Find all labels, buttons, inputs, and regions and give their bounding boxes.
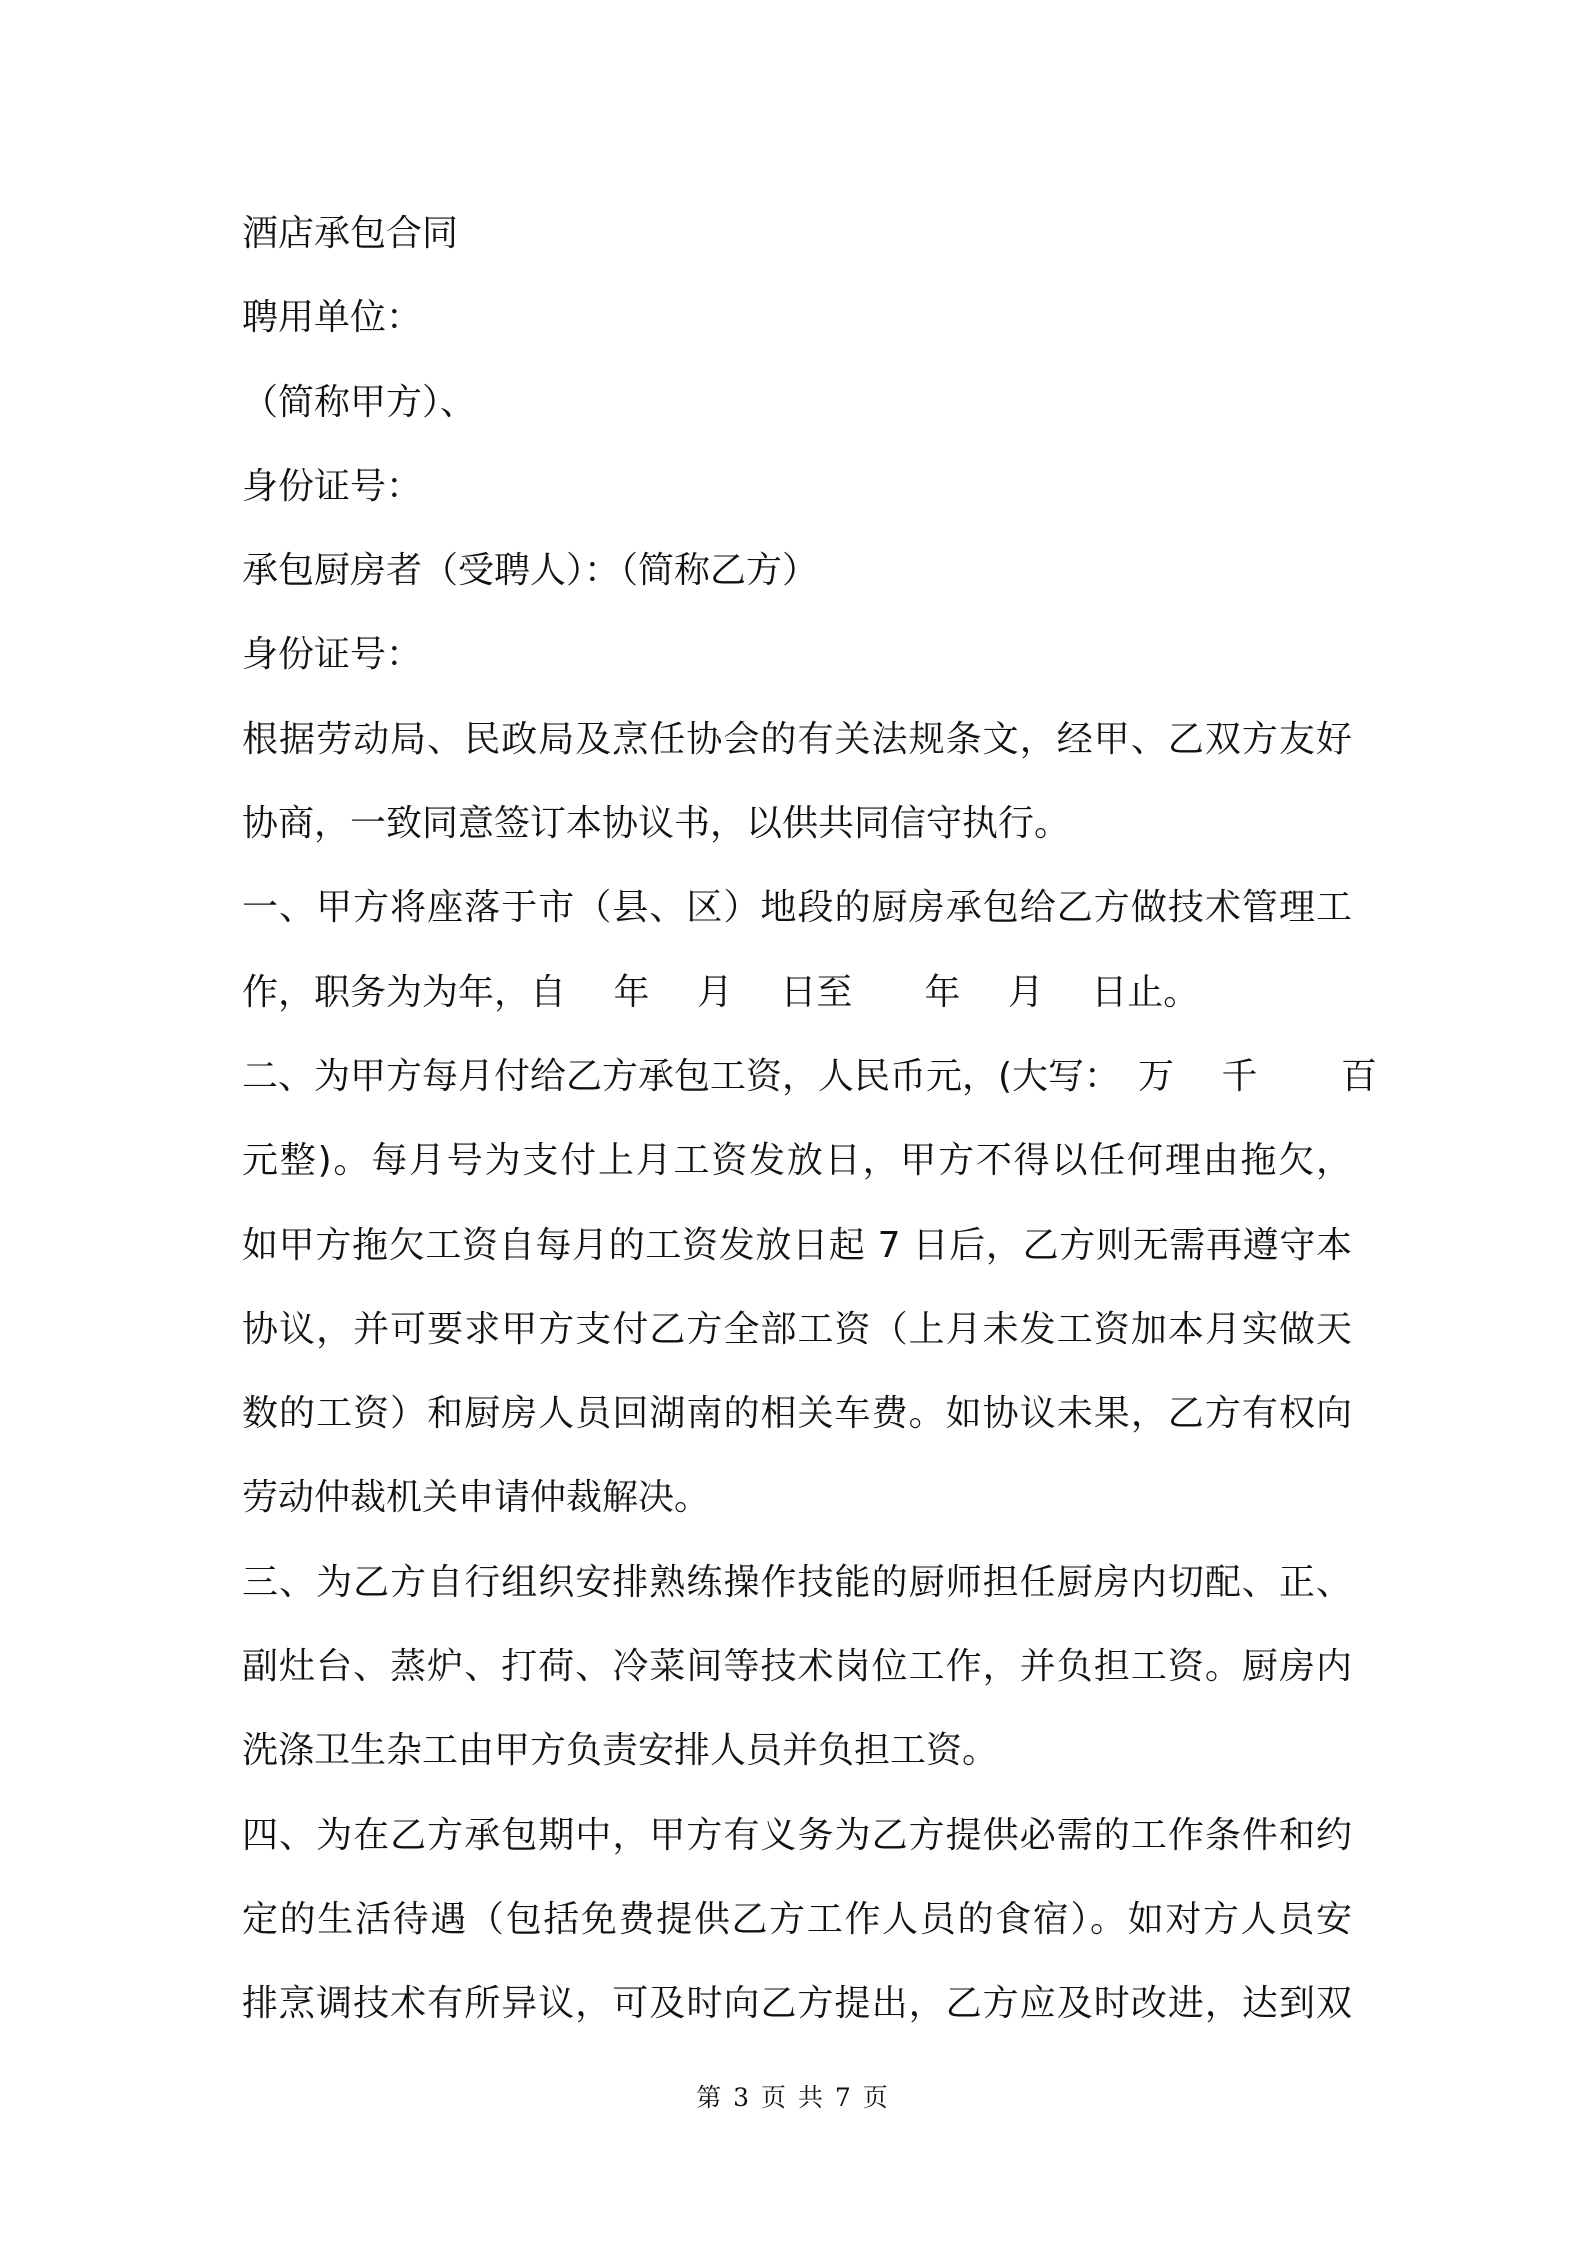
clause-2-line: 协议，并可要求甲方支付乙方全部工资（上月未发工资加本月实做天 xyxy=(242,1308,1352,1350)
employer-field-label: 聘用单位： xyxy=(242,297,423,339)
clause-2-line: 二、为甲方每月付给乙方承包工资，人民币元，(大写： 万 千 百 xyxy=(242,1055,1377,1097)
id-number-label-party-b: 身份证号： xyxy=(242,634,423,676)
clause-4-line: 四、为在乙方承包期中，甲方有义务为乙方提供必需的工作条件和约 xyxy=(242,1814,1352,1856)
clause-1-line: 作，职务为为年，自 年 月 日至 年 月 日止。 xyxy=(242,971,1200,1013)
clause-3-line: 副灶台、蒸炉、打荷、冷菜间等技术岗位工作，并负担工资。厨房内 xyxy=(242,1646,1352,1688)
text-line: 协商，一致同意签订本协议书，以供共同信守执行。 xyxy=(242,803,1071,845)
clause-3-line: 洗涤卫生杂工由甲方负责安排人员并负担工资。 xyxy=(242,1730,999,1772)
clause-2-line: 如甲方拖欠工资自每月的工资发放日起 7 日后，乙方则无需再遵守本 xyxy=(242,1224,1352,1266)
clause-2-line: 数的工资）和厨房人员回湖南的相关车费。如协议未果，乙方有权向 xyxy=(242,1393,1352,1435)
contractor-field-label: 承包厨房者（受聘人）：（简称乙方） xyxy=(242,550,819,592)
clause-3-line: 三、为乙方自行组织安排熟练操作技能的厨师担任厨房内切配、正、 xyxy=(242,1561,1352,1603)
document-body xyxy=(242,192,1377,2047)
clause-4-line: 排烹调技术有所异议，可及时向乙方提出，乙方应及时改进，达到双 xyxy=(242,1983,1352,2025)
clause-2-line: 元整)。每月号为支付上月工资发放日，甲方不得以任何理由拖欠， xyxy=(242,1140,1352,1182)
party-a-abbreviation: （简称甲方）、 xyxy=(242,381,477,423)
text-line: 根据劳动局、民政局及烹任协会的有关法规条文，经甲、乙双方友好 xyxy=(242,718,1352,760)
clause-1-line: 一、甲方将座落于市（县、区）地段的厨房承包给乙方做技术管理工 xyxy=(242,887,1352,929)
document-title: 酒店承包合同 xyxy=(242,213,459,254)
clause-2-line: 劳动仲裁机关申请仲裁解决。 xyxy=(242,1477,711,1519)
page-number: 第 3 页 共 7 页 xyxy=(696,2083,890,2112)
clause-4-line: 定的生活待遇（包括免费提供乙方工作人员的食宿）。如对方人员安 xyxy=(242,1898,1352,1940)
id-number-label-party-a: 身份证号： xyxy=(242,465,423,507)
